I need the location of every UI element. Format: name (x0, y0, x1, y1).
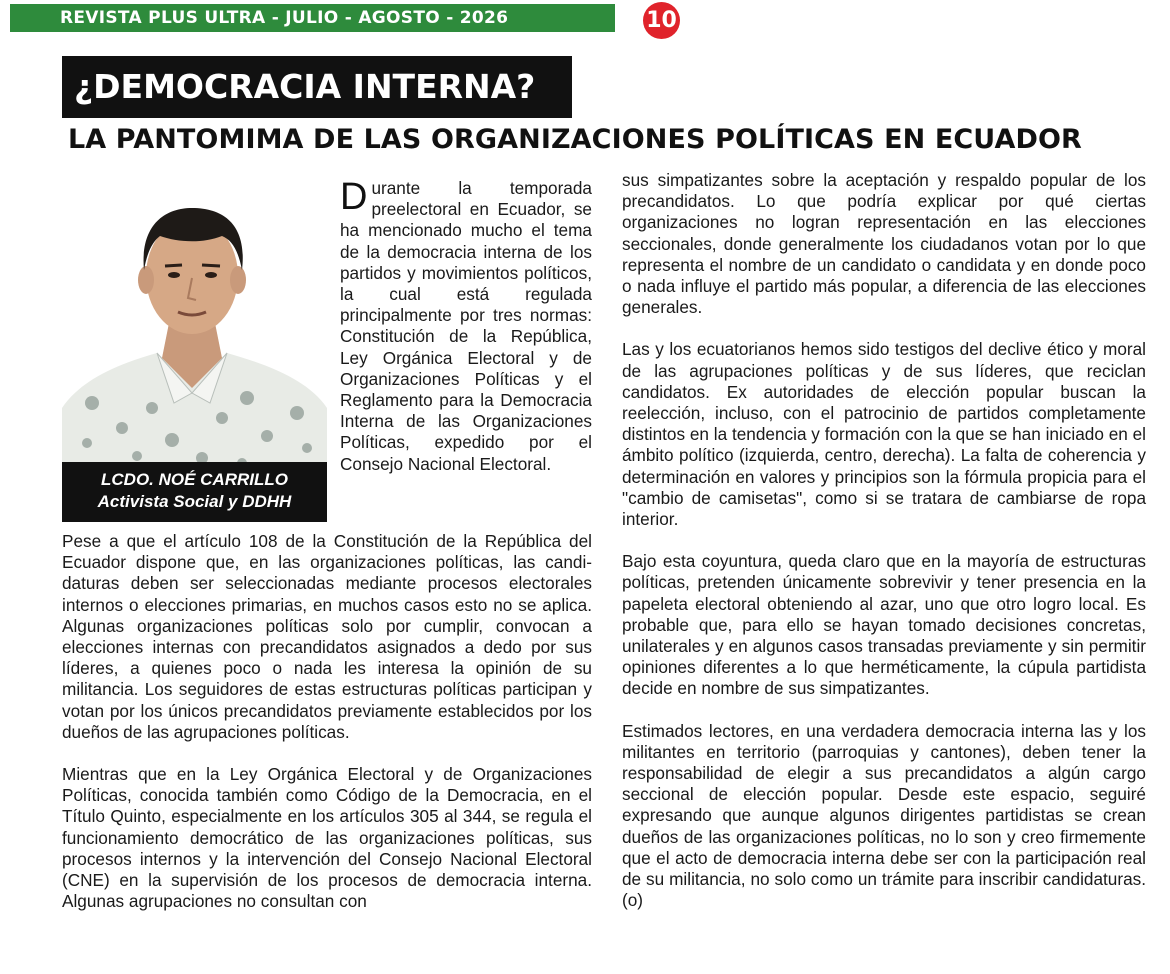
article-title: ¿DEMOCRACIA INTERNA? (62, 56, 572, 118)
author-name: LCDO. NOÉ CARRILLO (101, 470, 288, 489)
body-paragraph: Estimados lectores, en una verdadera democracia interna las y los militantes en territorio (parroquias y cantones), deben tener la responsabilidad de elegir a sus precandidatos a algún cargo seccional de elección popular. Desde este espacio, seguiré expresando que aunque algunos dirigentes partidistas se crean dueños de las organizaciones políticas, no lo son y creo firmemente que el acto de democracia interna debe ser con la participación real de su militancia, no solo como un trámite para inscribir candidaturas. (o) (622, 720, 1146, 911)
body-paragraph: Pese a que el artículo 108 de la Constitución de la República del Ecuador dispone que, en las organizaciones políticas, las candidaturas deben ser seleccionadas mediante procesos electorales internos o elecciones primarias, en muchos casos esto no se aplica. Algunas organizaciones políticas solo por cumplir, convocan a elecciones internas con precandidatos asignados a dedo por sus líderes, a quienes poco o nada les interesa la opinión de su militancia. Los seguidores de estas estructuras políticas participan y votan por los únicos precandidatos previamente establecidos por los dueños de las agrupaciones políticas. (62, 531, 592, 742)
left-column (62, 531, 592, 912)
right-column (622, 170, 1146, 912)
magazine-header-bar (10, 4, 615, 32)
page-number-badge: 10 (643, 2, 680, 39)
body-paragraph: Bajo esta coyuntura, queda claro que en la mayoría de estructuras políticas, pretenden únicamente sobrevivir y tener presencia en la papeleta electoral obteniendo al azar, uno que otro logro local. Es probable que, para ello se hayan tomado decisiones concretas, unilaterales y en algunos casos transadas previamente y sin permitir opiniones diferentes a lo que herméticamente, la cúpula partidista decide en nombre de sus simpatizantes. (622, 551, 1146, 699)
intro-text: urante la temporada preelectoral en Ecuador, se ha mencionado mucho el tema de la democracia interna de los partidos y movimientos políticos, la cual está regulada principalmente por tres normas: Constitución de la República, Ley Orgánica Electoral y de Organizaciones Políticas y el Reglamento para la Democracia Interna de las Organizaciones Políticas, expedido por el Consejo Nacional Electoral. (340, 178, 592, 474)
author-photo (62, 178, 327, 522)
author-caption (62, 462, 327, 522)
intro-paragraph (340, 178, 592, 475)
author-role: Activista Social y DDHH (97, 492, 292, 511)
body-paragraph: sus simpatizantes sobre la aceptación y respaldo popular de los precandidatos. Lo que podría explicar por qué ciertas organizaciones no logran representación en las elecciones seccionales, donde generalmente los ciudadanos votan por lo que representa el nombre de un candidato o candidata y en donde poco o nada influye el partido más popular, a diferencia de las elecciones generales. (622, 170, 1146, 318)
body-paragraph: Mientras que en la Ley Orgánica Electoral y de Organizaciones Políticas, conocida también como Código de la Democracia, en el Título Quinto, especialmente en los artículos 305 al 344, se regula el funcionamiento democrático de las organizaciones políticas, sus procesos internos y la intervención del Consejo Nacional Electoral (CNE) en la supervisión de los procesos de democracia interna. Algunas agrupaciones no consultan con (62, 764, 592, 912)
magazine-header-text: REVISTA PLUS ULTRA - JULIO - AGOSTO - 2026 (60, 8, 509, 28)
body-paragraph: Las y los ecuatorianos hemos sido testigos del declive ético y moral de las agrupaciones políticas y de sus líderes, que reciclan candidatos. Ex autoridades de elección popular buscan la reelección, incluso, con el patrocinio de partidos completamente distintos en la tendencia y formación con la que se han iniciado en el ámbito político (izquierda, centro, derecha). La falta de coherencia y determinación en valores y principios son la fórmula propicia para el "cambio de camisetas", como si se tratara de cambiarse de ropa interior. (622, 339, 1146, 530)
drop-cap: D (340, 176, 368, 218)
article-subtitle: LA PANTOMIMA DE LAS ORGANIZACIONES POLÍTICAS EN ECUADOR (68, 124, 1082, 155)
